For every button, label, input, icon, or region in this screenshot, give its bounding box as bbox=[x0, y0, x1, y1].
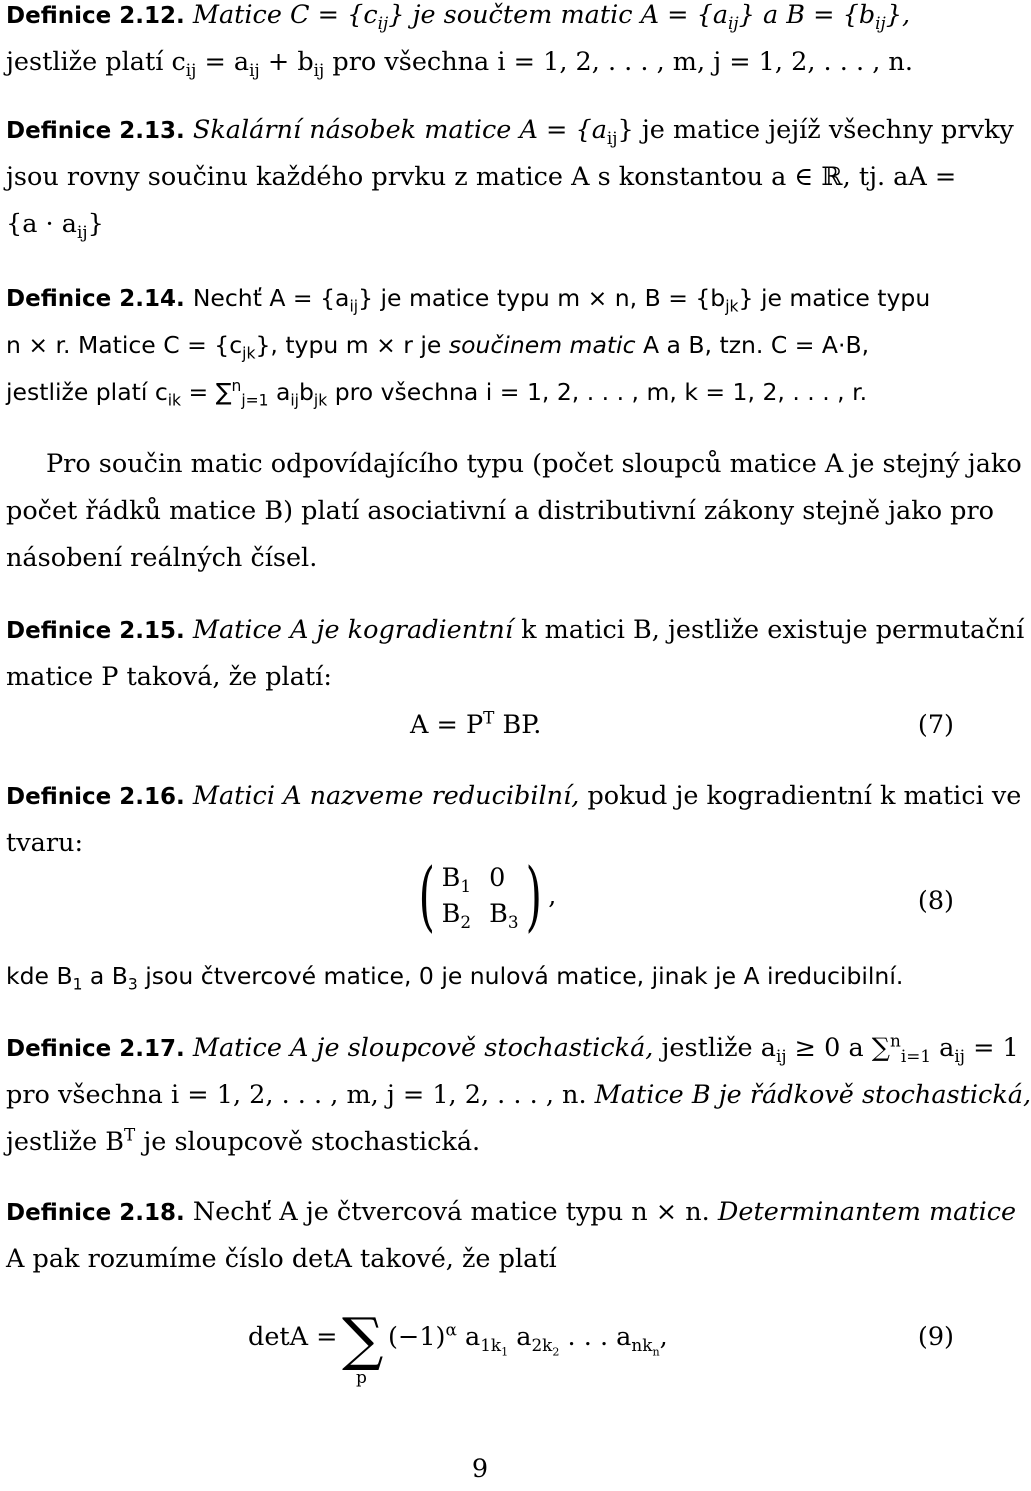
def-2-17-line-3: jestliže $B^T$ je sloupcově stochastická. bbox=[6, 1124, 481, 1157]
matrix-cell: $B_3$ bbox=[489, 899, 519, 933]
definition-2-15 bbox=[6, 607, 1025, 701]
definition-2-12 bbox=[6, 0, 956, 86]
equation-9-right: $(-1)^\alpha$ $a_{1k_1}$ $a_{2k_2}$ . . . $a_{nk_n}$, bbox=[388, 1319, 668, 1359]
definition-label: Definice 2.16. bbox=[6, 784, 185, 810]
equation-7: $A = P^T$ BP. bbox=[410, 707, 542, 740]
summation-index: p bbox=[356, 1368, 367, 1388]
remark-paragraph bbox=[6, 441, 1022, 582]
equation-9-left: detA = bbox=[248, 1322, 338, 1352]
def-2-17-line-2: pro všechna i = 1, 2, . . . , m, j = 1, 2, . . . , n. Matice B je řádkově stochastická, bbox=[6, 1080, 1031, 1110]
def-2-18-line-2: A pak rozumíme číslo detA takové, že platí bbox=[6, 1244, 557, 1274]
equation-number-8: (8) bbox=[917, 886, 954, 916]
def-2-16-line-1: Definice 2.16. Matici A nazveme reducibilní, pokud je kogradientní k matici ve bbox=[6, 781, 1022, 811]
def-2-16-after: kde $B_1$ a $B_3$ jsou čtvercové matice, 0 je nulová matice, jinak je A ireducibilní. bbox=[6, 962, 904, 994]
right-parenthesis: ) bbox=[525, 851, 542, 940]
definition-2-16 bbox=[6, 773, 1022, 867]
def-2-12-line-2: jestliže platí $c_{ij} = a_{ij} + b_{ij}$ pro všechna i = 1, 2, . . . , m, j = 1, 2, . . . , n. bbox=[6, 47, 913, 81]
matrix-cell: $B_2$ bbox=[441, 899, 472, 933]
definition-label: Definice 2.12. bbox=[6, 3, 185, 29]
def-2-18-line-1: Definice 2.18. Nechť A je čtvercová matice typu n × n. Determinantem matice bbox=[6, 1197, 1017, 1227]
remark-line-1: Pro součin matic odpovídajícího typu (počet sloupců matice A je stejný jako bbox=[46, 449, 1022, 479]
def-2-12-line-1: Definice 2.12. Matice $C = \{c_{ij}\}$ je součtem matic $A = \{a_{ij}\}$ a $B = \{b_{ij}\}$, bbox=[6, 0, 911, 34]
def-2-15-line-2: matice P taková, že platí: bbox=[6, 662, 332, 692]
definition-label: Definice 2.13. bbox=[6, 118, 185, 144]
def-2-13-line-3: $\{a \cdot a_{ij}\}$ bbox=[6, 209, 104, 243]
equation-number-9: (9) bbox=[917, 1322, 954, 1352]
definition-label: Definice 2.17. bbox=[6, 1036, 185, 1062]
def-2-14-line-2: n × r. Matice $C = \{c_{jk}\}$, typu m × r je součinem matic A a B, tzn. C = A·B, bbox=[6, 331, 870, 363]
definition-label: Definice 2.18. bbox=[6, 1200, 185, 1226]
def-2-13-line-1: Definice 2.13. Skalární násobek matice $A = \{a_{ij}\}$ je matice jejíž všechny prvky bbox=[6, 115, 1014, 149]
matrix-cell: 0 bbox=[489, 863, 506, 893]
def-2-13-line-2: jsou rovny součinu každého prvku z matice A s konstantou a ∈ ℝ, tj. aA = bbox=[6, 162, 957, 192]
definition-2-17 bbox=[6, 1025, 1031, 1166]
definition-label: Definice 2.15. bbox=[6, 618, 185, 644]
remark-line-2: počet řádků matice B) platí asociativní a distributivní zákony stejně jako pro bbox=[6, 496, 995, 526]
block-matrix: ( $B_1$ 0 $B_2$ $B_3$ ) , bbox=[418, 851, 557, 940]
def-2-16-line-2: tvaru: bbox=[6, 828, 84, 858]
summation-symbol: ∑ bbox=[342, 1305, 384, 1373]
remark-line-3: násobení reálných čísel. bbox=[6, 543, 318, 573]
def-2-15-line-1: Definice 2.15. Matice A je kogradientní k matici B, jestliže existuje permutační bbox=[6, 615, 1025, 645]
matrix-cell: $B_1$ bbox=[441, 863, 472, 897]
page-number: 9 bbox=[471, 1454, 489, 1484]
definition-2-13 bbox=[6, 107, 1014, 248]
definition-label: Definice 2.14. bbox=[6, 286, 185, 312]
definition-2-14 bbox=[6, 275, 956, 416]
left-parenthesis: ( bbox=[418, 851, 435, 940]
definition-2-18 bbox=[6, 1189, 1017, 1283]
equation-number-7: (7) bbox=[917, 710, 954, 740]
def-2-14-line-3: jestliže platí $c_{ik} = \sum^n_{j=1}$ $a_{ij}b_{jk}$ pro všechna i = 1, 2, . . . , m, k = 1, 2, . . . , r. bbox=[6, 377, 868, 410]
def-2-14-line-1: Definice 2.14. Nechť $A = \{a_{ij}\}$ je matice typu m × n, $B = \{b_{jk}\}$ je matice typu bbox=[6, 284, 931, 316]
def-2-17-line-1: Definice 2.17. Matice A je sloupcově stochastická, jestliže $a_{ij} \ge 0$ a ∑$^n_{i=1}$ $a_{ij} = 1$ bbox=[6, 1030, 1019, 1067]
